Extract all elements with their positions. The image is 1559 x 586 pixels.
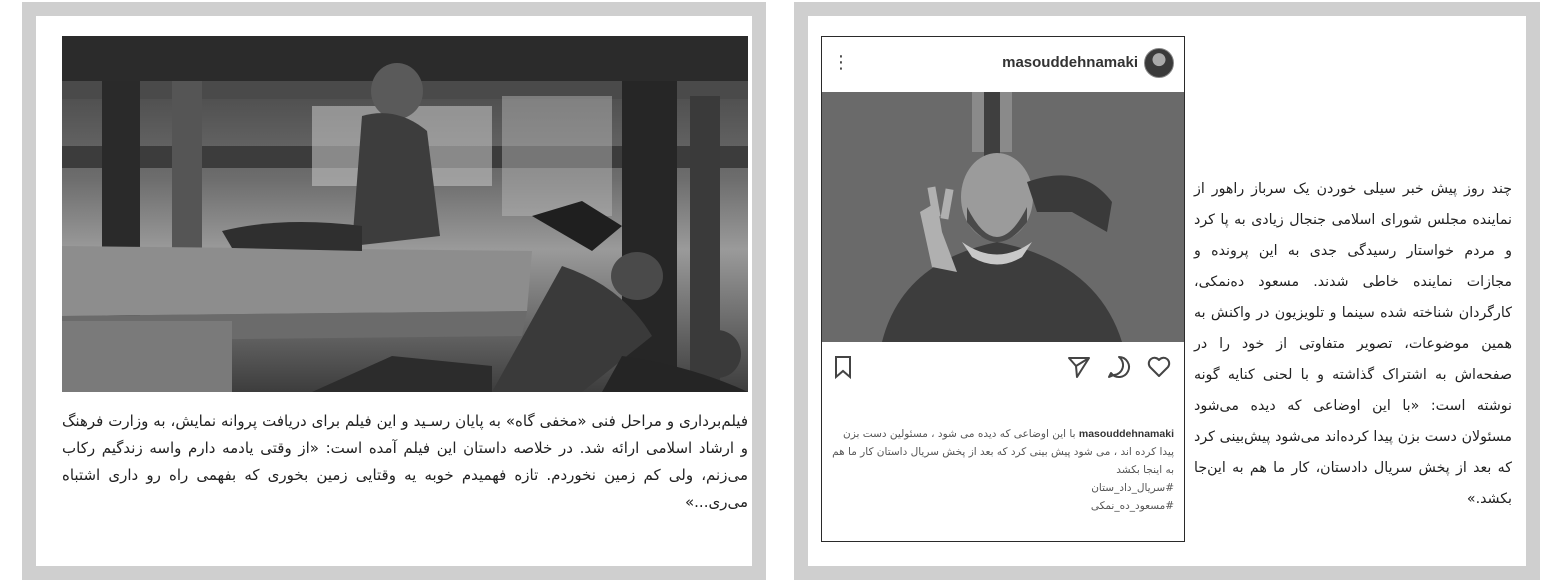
article-body-text: چند روز پیش خبر سیلی خوردن یک سرباز راهور از نماینده مجلس شورای اسلامی جنجال زیادی به پا کرد و مردم خواستار رسیدگی جدی به این پرونده و مجازات نماینده خاطی شدند. مسعود ده‌نمکی، کارگردان شناخته شده سینما و تلویزیون در واکنش به همین موضوعات، تصویر متفاوتی از خود را در صفحه‌اش به اشتراک گذاشته و با لحنی کنایه گونه نوشته است: «با این اوضاعی که دیده می‌شود مسئولان دست بزن پیدا کرده‌اند می‌شود پیش‌بینی کرد که بعد از پخش سریال دادستان، کار ما هم به این‌جا بکشد.» bbox=[1194, 181, 1512, 507]
instagram-post-header bbox=[822, 37, 1184, 92]
instagram-action-bar bbox=[822, 342, 1184, 392]
instagram-post-caption bbox=[830, 425, 1174, 515]
film-set-photo-illustration bbox=[62, 36, 748, 392]
bookmark-icon[interactable] bbox=[830, 354, 856, 380]
instagram-post-photo bbox=[822, 92, 1184, 342]
hashtag[interactable]: #مسعود_ده_نمکی bbox=[1090, 500, 1174, 512]
film-photo-caption: فیلم‌برداری و مراحل فنی «مخفی گاه» به پایان رسـید و این فیلم برای دریافت پروانه نمایش، به وزارت فرهنگ و ارشاد اسلامی ارائه شد. در خلاصه داستان این فیلم آمده است: «از وقتی یادمه دارم واسه زندگیم رکاب می‌زنم، ولی کم زمین نخوردم. تازه فهمیدم خوبه یه وقتایی زمین بخوری که بفهمی راه رو داری اشتباه می‌ری...» bbox=[62, 412, 748, 511]
heart-icon[interactable] bbox=[1146, 354, 1172, 380]
instagram-username[interactable]: masouddehnamaki bbox=[1002, 54, 1138, 71]
right-article-panel bbox=[794, 2, 1540, 580]
instagram-post-card bbox=[821, 36, 1185, 542]
comment-icon[interactable] bbox=[1106, 354, 1132, 380]
avatar[interactable] bbox=[1144, 48, 1174, 78]
instagram-post-photo-illustration bbox=[822, 92, 1184, 342]
film-set-photo bbox=[62, 36, 748, 392]
left-article-panel bbox=[22, 2, 766, 580]
share-icon[interactable] bbox=[1066, 354, 1092, 380]
caption-username[interactable]: masouddehnamaki bbox=[1078, 428, 1174, 440]
more-options-icon[interactable]: ⋮ bbox=[832, 52, 850, 73]
caption-text: با این اوضاعی که دیده می شود ، مسئولین دست بزن پیدا کرده اند ، می شود پیش بینی کرد که بعد از پخش سریال داستان کار ما هم به اینجا بکشد bbox=[832, 428, 1174, 476]
hashtag[interactable]: #سریال_داد_ستان bbox=[1091, 482, 1174, 494]
